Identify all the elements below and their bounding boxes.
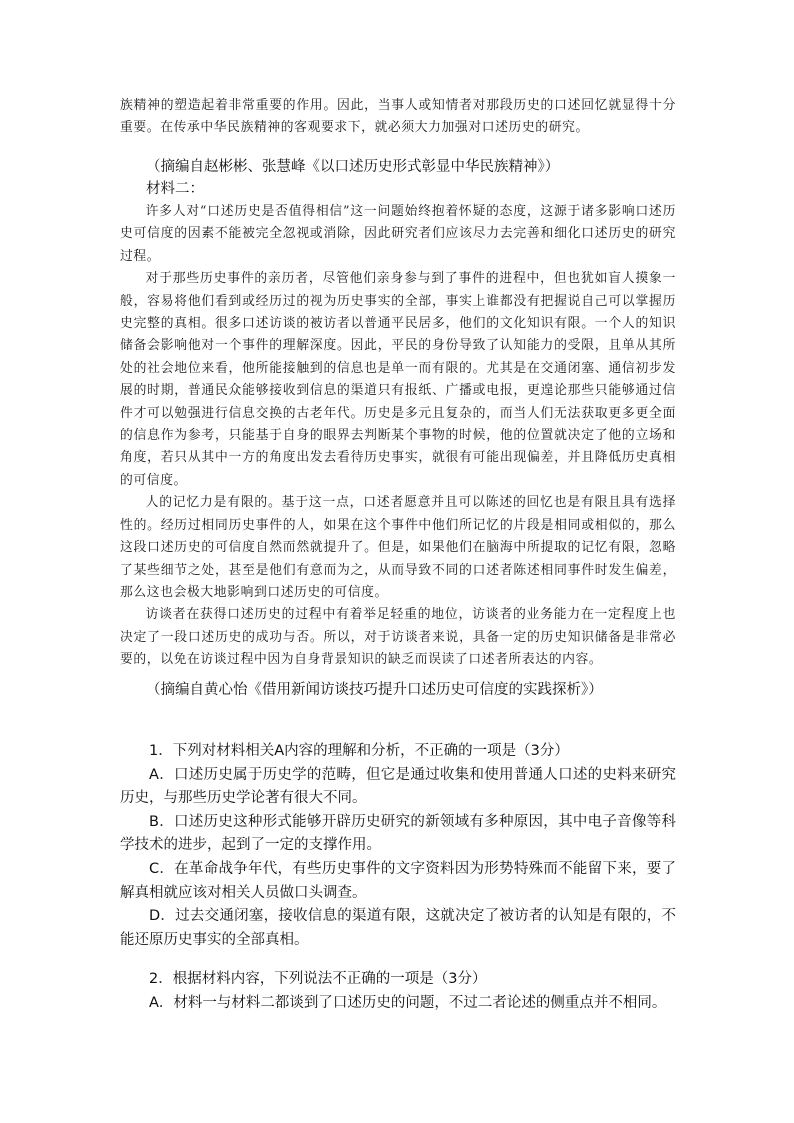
material-two-paragraph-3: 人的记忆力是有限的。基于这一点，口述者愿意并且可以陈述的回忆也是有限且具有选择性的。经历过相同历史事件的人，如果在这个事件中他们所记忆的片段是相同或相似的，那么这段口述历史的可信度自然而然就提升了。但是，如果他们在脑海中所提取的记忆有限，忽略了某些细节之处，甚至是他们有意而为之，从而导致不同的口述者陈述相同事件时发生偏差，那么这也会极大地影响到口述历史的可信度。 (120, 495, 676, 600)
material-two-source: （摘编自黄心怡《借用新闻访谈技巧提升口述历史可信度的实践探析》） (146, 682, 603, 698)
question-1 (120, 740, 676, 952)
material-one-source: （摘编自赵彬彬、张慧峰《以口述历史形式彰显中华民族精神》） (146, 159, 560, 175)
question-2-option-a: A．材料一与材料二都谈到了口述历史的问题，不过二者论述的侧重点并不相同。 (149, 994, 667, 1011)
material-two-label: 材料二： (146, 181, 204, 197)
question-1-option-a: A．口述历史属于历史学的范畴，但它是通过收集和使用普通人口述的史料来研究历史，与那些历史学论著有很大不同。 (120, 766, 676, 807)
question-1-stem: 1．下列对材料相关A内容的理解和分析，不正确的一项是（3分） (149, 743, 569, 759)
material-one-tail (120, 95, 676, 140)
question-1-option-b: B．口述历史这种形式能够开辟历史研究的新领域有多种原因，其中电子音像等科学技术的进步，起到了一定的支撑作用。 (120, 813, 676, 854)
material-two-paragraph-2: 对于那些历史事件的亲历者，尽管他们亲身参与到了事件的进程中，但也犹如盲人摸象一般，容易将他们看到或经历过的视为历史事实的全部，事实上谁都没有把握说自己可以掌握历史完整的真相。很多口述访谈的被访者以普通平民居多，他们的文化知识有限。一个人的知识储备会影响他对一个事件的理解深度。因此，平民的身份导致了认知能力的受限，且单从其所处的社会地位来看，他所能接触到的信息也是单一而有限的。尤其是在交通闭塞、通信初步发展的时期，普通民众能够接收到信息的渠道只有报纸、广播或电报，更遑论那些只能够通过信件才可以勉强进行信息交换的古老年代。历史是多元且复杂的，而当人们无法获取更多更全面的信息作为参考，只能基于自身的眼界去判断某个事物的时候，他的位置就决定了他的立场和角度，若只从其中一方的角度出发去看待历史事实，就很有可能出现偏差，并且降低历史真相的可信度。 (120, 271, 676, 488)
material-two-paragraph-1: 许多人对“口述历史是否值得相信”这一问题始终抱着怀疑的态度，这源于诸多影响口述历史可信度的因素不能被完全忽视或消除，因此研究者们应该尽力去完善和细化口述历史的研究过程。 (120, 204, 676, 264)
material-two-body (120, 201, 676, 672)
question-2 (120, 968, 676, 1015)
material-one-last-paragraph: 族精神的塑造起着非常重要的作用。因此，当事人或知情者对那段历史的口述回忆就显得十分重要。在传承中华民族精神的客观要求下，就必须大力加强对口述历史的研究。 (120, 98, 676, 136)
question-1-option-d: D．过去交通闭塞，接收信息的渠道有限，这就决定了被访者的认知是有限的，不能还原历史事实的全部真相。 (120, 908, 676, 948)
question-1-option-c: C．在革命战争年代，有些历史事件的文字资料因为形势特殊而不能留下来，要了解真相就应该对相关人员做口头调查。 (120, 860, 676, 901)
question-2-stem: 2．根据材料内容，下列说法不正确的一项是（3分） (149, 971, 487, 987)
material-two-paragraph-4: 访谈者在获得口述历史的过程中有着举足轻重的地位，访谈者的业务能力在一定程度上也决定了一段口述历史的成功与否。所以，对于访谈者来说，具备一定的历史知识储备是非常必要的，以免在访谈过程中因为自身背景知识的缺乏而误读了口述者所表达的内容。 (120, 607, 676, 668)
